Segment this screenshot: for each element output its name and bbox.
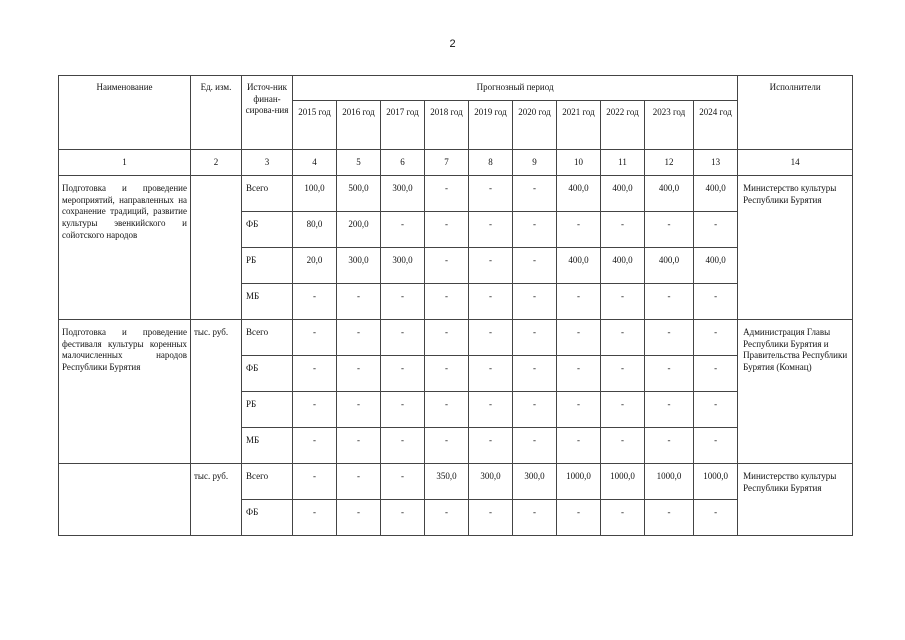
value-cell: - [469,176,513,212]
forecast-table [58,75,853,536]
unit-cell [191,176,242,320]
header-name: Наименование [59,76,191,150]
value-cell: - [293,500,337,536]
value-cell: - [425,428,469,464]
value-cell: - [513,212,557,248]
column-number: 9 [513,150,557,176]
value-cell: - [469,428,513,464]
column-number: 5 [337,150,381,176]
value-cell: - [645,392,694,428]
value-cell: - [337,500,381,536]
value-cell: - [645,212,694,248]
header-year: 2021 год [557,101,601,150]
value-cell: - [601,428,645,464]
value-cell: - [601,500,645,536]
column-number: 8 [469,150,513,176]
value-cell: - [381,284,425,320]
funding-source: ФБ [242,500,293,536]
value-cell: - [694,284,738,320]
value-cell: - [293,320,337,356]
unit-cell: тыс. руб. [191,464,242,536]
value-cell: - [694,212,738,248]
value-cell: - [293,392,337,428]
value-cell: - [425,356,469,392]
value-cell: - [645,500,694,536]
value-cell: 400,0 [557,176,601,212]
funding-source: ФБ [242,212,293,248]
executor: Министерство культуры Республики Бурятия [738,176,853,320]
value-cell: 20,0 [293,248,337,284]
column-number: 4 [293,150,337,176]
header-year: 2022 год [601,101,645,150]
value-cell: - [601,212,645,248]
value-cell: 500,0 [337,176,381,212]
value-cell: - [694,428,738,464]
value-cell: - [425,392,469,428]
value-cell: 400,0 [557,248,601,284]
value-cell: - [513,500,557,536]
funding-source: ФБ [242,356,293,392]
header-year: 2018 год [425,101,469,150]
value-cell: - [513,248,557,284]
activity-name: Подготовка и проведение мероприятий, направленных на сохранение традиций, развитие культуры эвенкийского и сойотского народов [59,176,191,320]
value-cell: 350,0 [425,464,469,500]
funding-source: РБ [242,392,293,428]
header-year: 2023 год [645,101,694,150]
value-cell: - [425,176,469,212]
value-cell: - [557,428,601,464]
value-cell: - [645,284,694,320]
executor: Министерство культуры Республики Бурятия [738,464,853,536]
value-cell: 400,0 [645,248,694,284]
value-cell: 300,0 [381,176,425,212]
value-cell: - [381,320,425,356]
value-cell: - [381,392,425,428]
value-cell: - [469,320,513,356]
value-cell: 300,0 [513,464,557,500]
activity-name [59,464,191,536]
value-cell: 400,0 [694,176,738,212]
value-cell: - [293,356,337,392]
value-cell: - [513,428,557,464]
value-cell: 1000,0 [601,464,645,500]
value-cell: - [513,392,557,428]
value-cell: - [425,284,469,320]
page-number: 2 [449,38,456,50]
value-cell: - [381,428,425,464]
value-cell: 400,0 [601,248,645,284]
value-cell: 400,0 [645,176,694,212]
header-source: Источ-ник финан-сирова-ния [242,76,293,150]
value-cell: - [645,356,694,392]
value-cell: 200,0 [337,212,381,248]
column-number: 14 [738,150,853,176]
value-cell: - [293,428,337,464]
value-cell: 300,0 [469,464,513,500]
funding-source: Всего [242,464,293,500]
value-cell: - [381,356,425,392]
funding-source: Всего [242,320,293,356]
column-number: 1 [59,150,191,176]
column-number: 11 [601,150,645,176]
value-cell: - [557,284,601,320]
value-cell: - [557,212,601,248]
value-cell: - [513,356,557,392]
header-year: 2024 год [694,101,738,150]
header-unit: Ед. изм. [191,76,242,150]
value-cell: - [694,392,738,428]
value-cell: - [381,500,425,536]
value-cell: - [469,356,513,392]
funding-source: РБ [242,248,293,284]
value-cell: - [694,500,738,536]
funding-source: МБ [242,428,293,464]
column-number: 2 [191,150,242,176]
value-cell: - [513,176,557,212]
value-cell: - [557,392,601,428]
value-cell: - [337,356,381,392]
value-cell: - [469,284,513,320]
value-cell: 100,0 [293,176,337,212]
column-number: 13 [694,150,738,176]
value-cell: - [513,320,557,356]
header-year: 2020 год [513,101,557,150]
value-cell: - [425,248,469,284]
value-cell: - [293,464,337,500]
header-year: 2016 год [337,101,381,150]
value-cell: - [601,392,645,428]
unit-cell: тыс. руб. [191,320,242,464]
value-cell: - [645,428,694,464]
value-cell: - [513,284,557,320]
column-number: 12 [645,150,694,176]
value-cell: - [381,212,425,248]
value-cell: - [425,500,469,536]
table-row [59,464,853,500]
value-cell: - [469,500,513,536]
value-cell: - [557,356,601,392]
value-cell: - [601,284,645,320]
funding-source: МБ [242,284,293,320]
value-cell: - [601,320,645,356]
header-executors: Исполнители [738,76,853,150]
value-cell: 300,0 [381,248,425,284]
header-year: 2017 год [381,101,425,150]
column-number: 7 [425,150,469,176]
value-cell: - [337,320,381,356]
value-cell: 1000,0 [557,464,601,500]
value-cell: - [337,392,381,428]
value-cell: - [557,500,601,536]
value-cell: - [645,320,694,356]
activity-name: Подготовка и проведение фестиваля культуры коренных малочисленных народов Республики Бурятия [59,320,191,464]
value-cell: - [337,284,381,320]
value-cell: - [425,212,469,248]
funding-source: Всего [242,176,293,212]
value-cell: - [425,320,469,356]
value-cell: 400,0 [694,248,738,284]
value-cell: - [293,284,337,320]
value-cell: 1000,0 [694,464,738,500]
header-year: 2019 год [469,101,513,150]
table-row [59,176,853,212]
value-cell: - [337,428,381,464]
value-cell: - [381,464,425,500]
header-year: 2015 год [293,101,337,150]
executor: Администрация Главы Республики Бурятия и Правительства Республики Бурятия (Комнац) [738,320,853,464]
value-cell: 400,0 [601,176,645,212]
value-cell: - [469,248,513,284]
column-number: 6 [381,150,425,176]
table-row [59,320,853,356]
value-cell: - [469,212,513,248]
column-number: 3 [242,150,293,176]
header-forecast-period: Прогнозный период [293,76,738,101]
value-cell: - [601,356,645,392]
value-cell: - [557,320,601,356]
value-cell: 1000,0 [645,464,694,500]
value-cell: 300,0 [337,248,381,284]
column-number: 10 [557,150,601,176]
value-cell: 80,0 [293,212,337,248]
value-cell: - [694,356,738,392]
value-cell: - [694,320,738,356]
value-cell: - [337,464,381,500]
value-cell: - [469,392,513,428]
